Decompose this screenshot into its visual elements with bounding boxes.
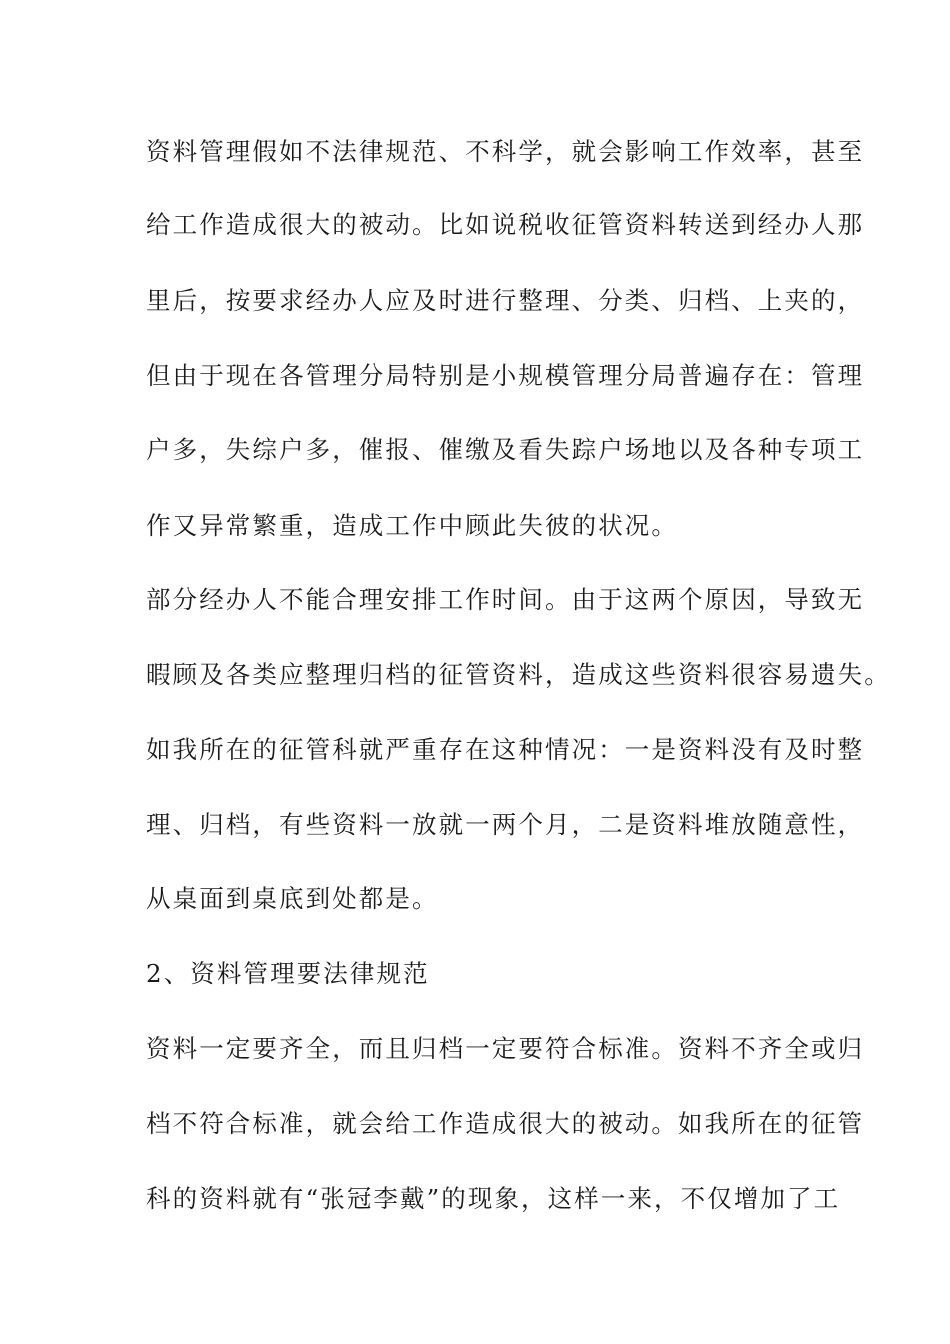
paragraph-line: 从桌面到桌底到处都是。 <box>146 884 439 913</box>
paragraph-line: 暇顾及各类应整理归档的征管资料，造成这些资料很容易遗失。 <box>146 660 891 689</box>
section-heading: 2、资料管理要法律规范 <box>146 959 430 988</box>
paragraph-line: 资料一定要齐全，而且归档一定要符合标准。资料不齐全或归 <box>146 1034 865 1063</box>
paragraph-line: 部分经办人不能合理安排工作时间。由于这两个原因，导致无 <box>146 585 865 614</box>
paragraph-line: 里后，按要求经办人应及时进行整理、分类、归档、上夹的， <box>146 286 865 315</box>
paragraph-line: 给工作造成很大的被动。比如说税收征管资料转送到经办人那 <box>146 210 865 239</box>
paragraph-line: 但由于现在各管理分局特别是小规模管理分局普遍存在：管理 <box>146 361 865 390</box>
paragraph-line: 理、归档，有些资料一放就一两个月，二是资料堆放随意性， <box>146 810 865 839</box>
paragraph-line: 如我所在的征管科就严重存在这种情况：一是资料没有及时整 <box>146 735 865 764</box>
paragraph-line: 科的资料就有“张冠李戴”的现象，这样一来，不仅增加了工 <box>146 1184 841 1213</box>
paragraph-line: 档不符合标准，就会给工作造成很大的被动。如我所在的征管 <box>146 1109 865 1138</box>
paragraph-line: 资料管理假如不法律规范、不科学，就会影响工作效率，甚至 <box>146 137 865 166</box>
paragraph-line: 作又异常繁重，造成工作中顾此失彼的状况。 <box>146 511 678 540</box>
paragraph-line: 户多，失综户多，催报、催缴及看失踪户场地以及各种专项工 <box>146 435 865 464</box>
